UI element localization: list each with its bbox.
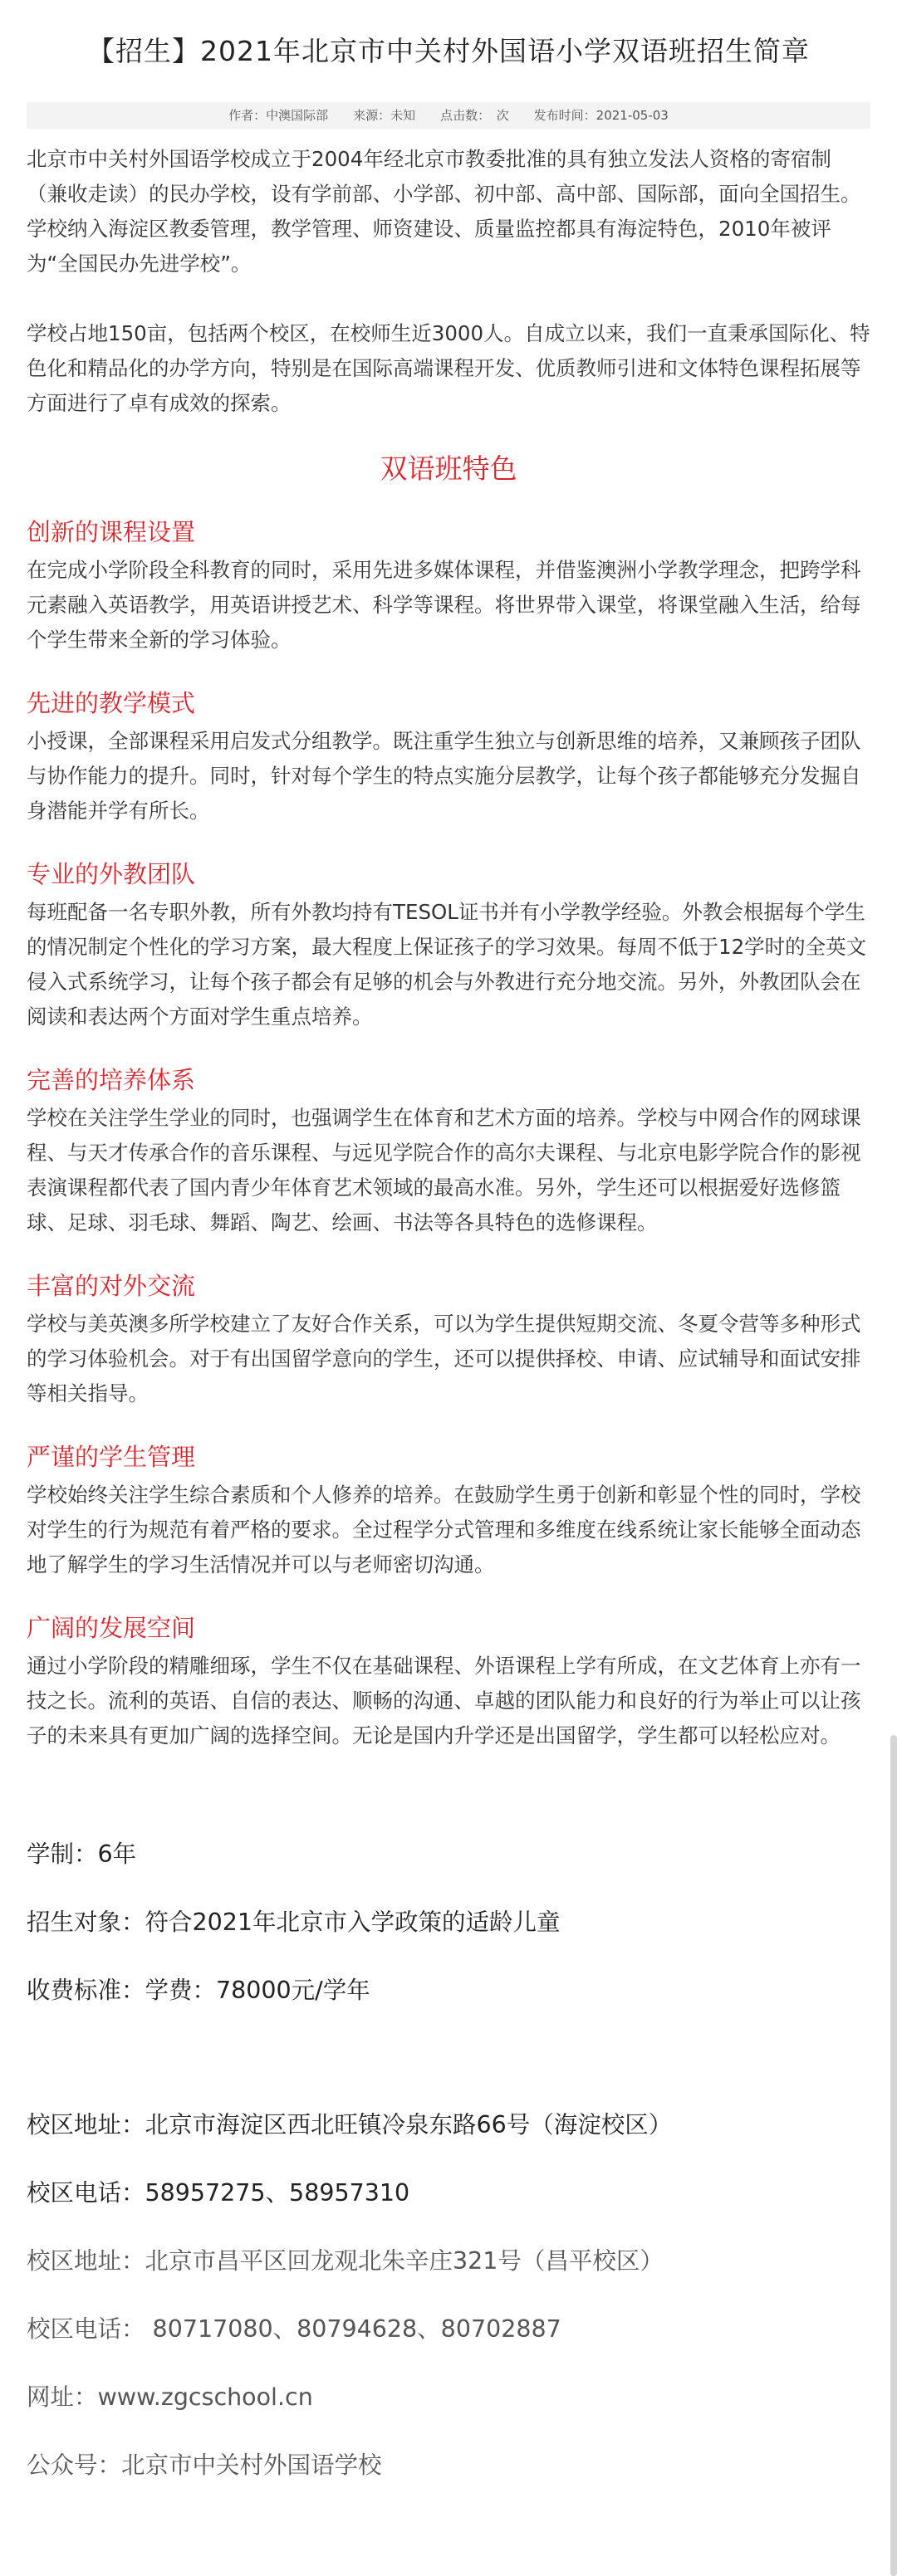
feature-section bbox=[27, 1063, 870, 1240]
feature-section bbox=[27, 1440, 870, 1582]
phone-changping: 校区电话： 80717080、80794628、80702887 bbox=[27, 2315, 561, 2343]
spacer bbox=[27, 2037, 870, 2104]
feature-title: 严谨的学生管理 bbox=[27, 1443, 196, 1471]
feature-body: 学校始终关注学生综合素质和个人修养的培养。在鼓励学生勇于创新和彰显个性的同时，学校对学生的行为规范有着严格的要求。全过程学分式管理和多维度在线系统让家长能够全面动态地了解学生的学习生活情况并可以与老师密切沟通。 bbox=[27, 1483, 861, 1576]
address-haidian: 校区地址：北京市海淀区西北旺镇冷泉东路66号（海淀校区） bbox=[27, 2111, 673, 2139]
feature-section bbox=[27, 515, 870, 657]
feature-title: 专业的外教团队 bbox=[27, 860, 196, 888]
feature-title: 广阔的发展空间 bbox=[27, 1614, 196, 1642]
website-link[interactable]: 网址：www.zgcschool.cn bbox=[27, 2383, 313, 2411]
feature-title: 创新的课程设置 bbox=[27, 518, 196, 546]
target-text: 招生对象：符合2021年北京市入学政策的适龄儿童 bbox=[27, 1909, 561, 1936]
intro-paragraph: 学校占地150亩，包括两个校区，在校师生近3000人。自成立以来，我们一直秉承国际化、特色化和精品化的办学方向，特别是在国际高端课程开发、优质教师引进和文体特色课程拓展等方面进行了卓有成效的探索。 bbox=[27, 321, 870, 415]
article-meta: 作者：中澳国际部 来源：未知 点击数： 次 发布时间：2021-05-03 bbox=[27, 102, 870, 129]
feature-body: 学校与美英澳多所学校建立了友好合作关系，可以为学生提供短期交流、冬夏令营等多种形式的学习体验机会。对于有出国留学意向的学生，还可以提供择校、申请、应试辅导和面试安排等相关指导。 bbox=[27, 1312, 861, 1405]
feature-title: 丰富的对外交流 bbox=[27, 1272, 196, 1300]
feature-title: 完善的培养体系 bbox=[27, 1066, 196, 1094]
page-title: 【招生】2021年北京市中关村外国语小学双语班招生简章 bbox=[87, 35, 810, 67]
wechat-account: 公众号：北京市中关村外国语学校 bbox=[27, 2451, 382, 2479]
features-heading: 双语班特色 bbox=[380, 452, 517, 485]
feature-section bbox=[27, 1268, 870, 1411]
duration-text: 学制：6年 bbox=[27, 1840, 137, 1868]
feature-body: 在完成小学阶段全科教育的同时，采用先进多媒体课程，并借鉴澳洲小学教学理念，把跨学科元素融入英语教学，用英语讲授艺术、科学等课程。将世界带入课堂，将课堂融入生活，给每个学生带来全新的学习体验。 bbox=[27, 558, 861, 652]
scrollbar[interactable] bbox=[890, 1735, 897, 2576]
feature-title: 先进的教学模式 bbox=[27, 689, 196, 717]
contact-info bbox=[27, 2104, 870, 2512]
feature-body: 小授课，全部课程采用启发式分组教学。既注重学生独立与创新思维的培养，又兼顾孩子团队与协作能力的提升。同时，针对每个学生的特点实施分层教学，让每个孩子都能够充分发掘自身潜能并学有所长。 bbox=[27, 729, 861, 823]
feature-section bbox=[27, 857, 870, 1034]
intro-paragraph: 北京市中关村外国语学校成立于2004年经北京市教委批准的具有独立发法人资格的寄宿制（兼收走读）的民办学校，设有学前部、小学部、初中部、高中部、国际部，面向全国招生。学校纳入海淀区教委管理，教学管理、师资建设、质量监控都具有海淀特色，2010年被评为“全国民办先进学校”。 bbox=[27, 147, 861, 276]
address-changping: 校区地址：北京市昌平区回龙观北朱辛庄321号（昌平校区） bbox=[27, 2247, 664, 2275]
feature-body: 每班配备一名专职外教，所有外教均持有TESOL证书并有小学教学经验。外教会根据每个学生的情况制定个性化的学习方案，最大程度上保证孩子的学习效果。每周不低于12学时的全英文侵入式系统学习，让每个孩子都会有足够的机会与外教进行充分地交流。另外，外教团队会在阅读和表达两个方面对学生重点培养。 bbox=[27, 900, 867, 1029]
enrollment-info bbox=[27, 1833, 870, 2037]
fee-text: 收费标准：学费：78000元/学年 bbox=[27, 1977, 370, 2004]
feature-section bbox=[27, 1611, 870, 1753]
phone-haidian: 校区电话：58957275、58957310 bbox=[27, 2179, 410, 2207]
feature-section bbox=[27, 686, 870, 829]
feature-body: 通过小学阶段的精雕细琢，学生不仅在基础课程、外语课程上学有所成，在文艺体育上亦有一技之长。流利的英语、自信的表达、顺畅的沟通、卓越的团队能力和良好的行为举止可以让孩子的未来具有更加广阔的选择空间。无论是国内升学还是出国留学，学生都可以轻松应对。 bbox=[27, 1654, 861, 1747]
feature-body: 学校在关注学生学业的同时，也强调学生在体育和艺术方面的培养。学校与中网合作的网球课程、与天才传承合作的音乐课程、与远见学院合作的高尔夫课程、与北京电影学院合作的影视表演课程都代表了国内青少年体育艺术领域的最高水准。另外，学生还可以根据爱好选修篮球、足球、羽毛球、舞蹈、陶艺、绘画、书法等各具特色的选修课程。 bbox=[27, 1106, 861, 1234]
